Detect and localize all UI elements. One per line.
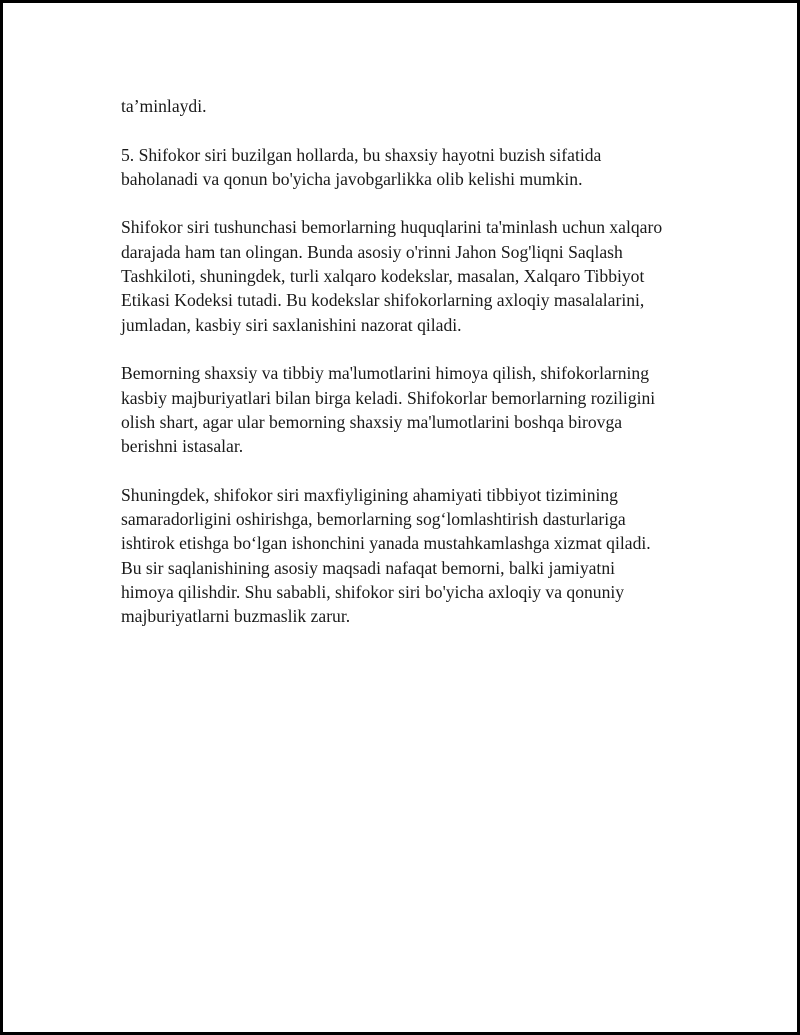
document-body (121, 94, 701, 653)
text-line: Bemorning shaxsiy va tibbiy ma'lumotlarini himoya qilish, shifokorlarning (121, 363, 649, 384)
paragraph-confidentiality-importance (121, 483, 701, 629)
text-line: baholanadi va qonun bo'yicha javobgarlikka olib kelishi mumkin. (121, 168, 583, 189)
paragraph-international-recognition (121, 215, 701, 336)
text-line: olish shart, agar ular bemorning shaxsiy ma'lumotlarini boshqa birovga (121, 411, 623, 432)
text-line: Tashkiloti, shuningdek, turli xalqaro kodekslar, masalan, Xalqaro Tibbiyot (121, 266, 645, 287)
text-line: Shuningdek, shifokor siri maxfiyligining ahamiyati tibbiyot tizimining (121, 484, 618, 505)
text-line: berishni istasalar. (121, 436, 244, 457)
text-line: 5. Shifokor siri buzilgan hollarda, bu shaxsiy hayotni buzish sifatida (121, 144, 602, 165)
paragraph-patient-data-protection (121, 361, 701, 458)
text-line: darajada ham tan olingan. Bunda asosiy o'rinni Jahon Sog'liqni Saqlash (121, 241, 623, 262)
text-line: Etikasi Kodeksi tutadi. Bu kodekslar shifokorlarning axloqiy masalalarini, (121, 290, 645, 311)
paragraph-continuation (121, 94, 701, 118)
text-line: majburiyatlarni buzmaslik zarur. (121, 606, 351, 627)
text-line: jumladan, kasbiy siri saxlanishini nazorat qiladi. (121, 314, 462, 335)
text-line: Shifokor siri tushunchasi bemorlarning huquqlarini ta'minlash uchun xalqaro (121, 217, 663, 238)
text-line: kasbiy majburiyatlari bilan birga keladi. Shifokorlar bemorlarning roziligini (121, 387, 656, 408)
text-line: himoya qilishdir. Shu sababli, shifokor siri bo'yicha axloqiy va qonuniy (121, 581, 625, 602)
text-line: samaradorligini oshirishga, bemorlarning sog‘lomlashtirish dasturlariga (121, 509, 626, 530)
text-line: Bu sir saqlanishining asosiy maqsadi nafaqat bemorni, balki jamiyatni (121, 557, 615, 578)
paragraph-point-5 (121, 143, 701, 192)
text-line: ishtirok etishga bo‘lgan ishonchini yanada mustahkamlashga xizmat qiladi. (121, 533, 651, 554)
text-line: ta’minlaydi. (121, 96, 207, 116)
